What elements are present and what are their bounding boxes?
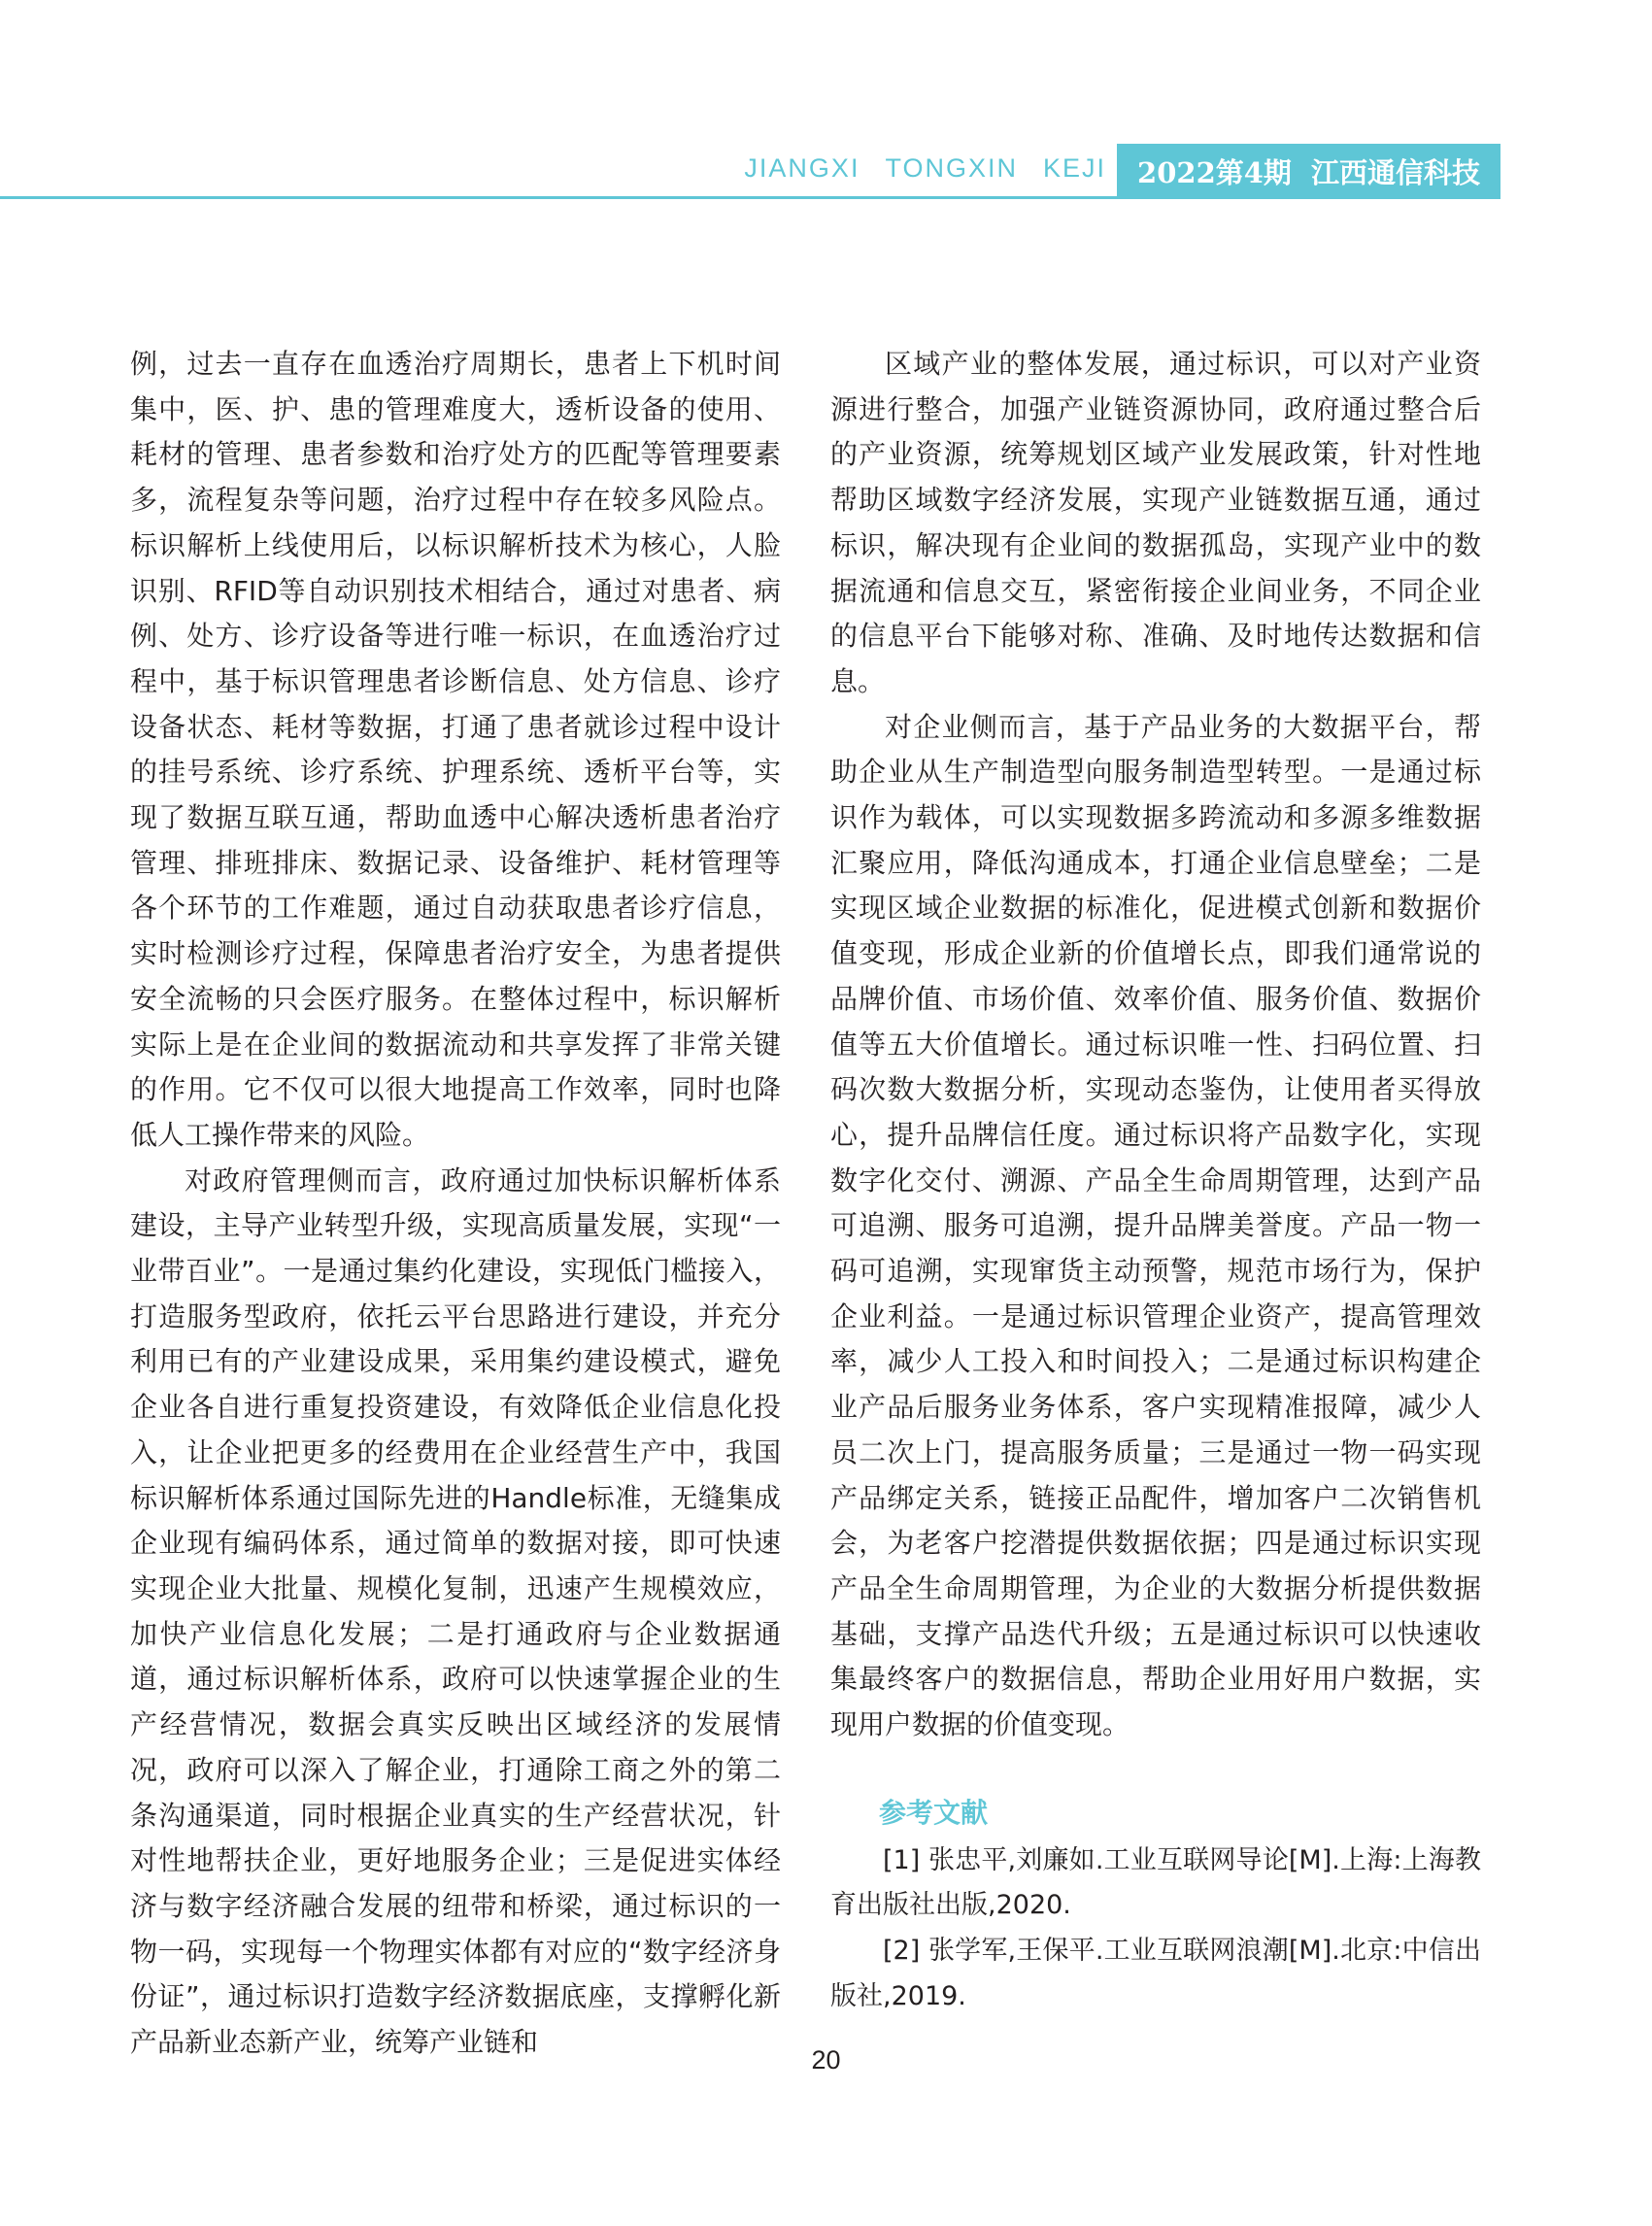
issue-label: 2022第4期 [1137,155,1292,189]
journal-name-english [719,153,1106,184]
left-column [130,342,781,2066]
right-column [830,342,1481,2019]
journal-name-chinese: 江西通信科技 [1310,155,1480,189]
journal-en-word: TONGXIN [885,153,1018,183]
reference-item: [1] 张忠平,刘廉如.工业互联网导论[M].上海:上海教育出版社出版,2020. [830,1844,1481,1921]
page-number: 20 [811,2045,841,2074]
references-heading: 参考文献 [879,1796,989,1829]
journal-en-word: JIANGXI [744,153,860,183]
paragraph: 例，过去一直存在血透治疗周期长，患者上下机时间集中，医、护、患的管理难度大，透析设备的使用、耗材的管理、患者参数和治疗处方的匹配等管理要素多，流程复杂等问题，治疗过程中存在较多风险点。标识解析上线使用后，以标识解析技术为核心，人脸识别、RFID等自动识别技术相结合，通过对患者、病例、处方、诊疗设备等进行唯一标识，在血透治疗过程中，基于标识管理患者诊断信息、处方信息、诊疗设备状态、耗材等数据，打通了患者就诊过程中设计的挂号系统、诊疗系统、护理系统、透析平台等，实现了数据互联互通，帮助血透中心解决透析患者治疗管理、排班排床、数据记录、设备维护、耗材管理等各个环节的工作难题，通过自动获取患者诊疗信息，实时检测诊疗过程，保障患者治疗安全，为患者提供安全流畅的只会医疗服务。在整体过程中，标识解析实际上是在企业间的数据流动和共享发挥了非常关键的作用。它不仅可以很大地提高工作效率，同时也降低人工操作带来的风险。 [130,348,781,1151]
reference-item: [2] 张学军,王保平.工业互联网浪潮[M].北京:中信出版社,2019. [830,1935,1481,2011]
issue-banner [1117,144,1500,198]
paragraph: 对政府管理侧而言，政府通过加快标识解析体系建设，主导产业转型升级，实现高质量发展，实现“一业带百业”。一是通过集约化建设，实现低门槛接入，打造服务型政府，依托云平台思路进行建设，并充分利用已有的产业建设成果，采用集约建设模式，避免企业各自进行重复投资建设，有效降低企业信息化投入，让企业把更多的经费用在企业经营生产中，我国标识解析体系通过国际先进的Handle标准，无缝集成企业现有编码体系，通过简单的数据对接，即可快速实现企业大批量、规模化复制，迅速产生规模效应，加快产业信息化发展；二是打通政府与企业数据通道，通过标识解析体系，政府可以快速掌握企业的生产经营情况，数据会真实反映出区域经济的发展情况，政府可以深入了解企业，打通除工商之外的第二条沟通渠道，同时根据企业真实的生产经营状况，针对性地帮扶企业，更好地服务企业；三是促进实体经济与数字经济融合发展的纽带和桥梁，通过标识的一物一码，实现每一个物理实体都有对应的“数字经济身份证”，通过标识打造数字经济数据底座，支撑孵化新产品新业态新产业，统筹产业链和 [130,1164,781,2059]
paragraph: 对企业侧而言，基于产品业务的大数据平台，帮助企业从生产制造型向服务制造型转型。一是通过标识作为载体，可以实现数据多跨流动和多源多维数据汇聚应用，降低沟通成本，打通企业信息壁垒；二是实现区域企业数据的标准化，促进模式创新和数据价值变现，形成企业新的价值增长点，即我们通常说的品牌价值、市场价值、效率价值、服务价值、数据价值等五大价值增长。通过标识唯一性、扫码位置、扫码次数大数据分析，实现动态鉴伪，让使用者买得放心，提升品牌信任度。通过标识将产品数字化，实现数字化交付、溯源、产品全生命周期管理，达到产品可追溯、服务可追溯，提升品牌美誉度。产品一物一码可追溯，实现窜货主动预警，规范市场行为，保护企业利益。一是通过标识管理企业资产，提高管理效率，减少人工投入和时间投入；二是通过标识构建企业产品后服务业务体系，客户实现精准报障，减少人员二次上门，提高服务质量；三是通过一物一码实现产品绑定关系，链接正品配件，增加客户二次销售机会，为老客户挖潜提供数据依据；四是通过标识实现产品全生命周期管理，为企业的大数据分析提供数据基础，支撑产品迭代升级；五是通过标识可以快速收集最终客户的数据信息，帮助企业用好用户数据，实现用户数据的价值变现。 [830,710,1481,1741]
paragraph: 区域产业的整体发展，通过标识，可以对产业资源进行整合，加强产业链资源协同，政府通过整合后的产业资源，统筹规划区域产业发展政策，针对性地帮助区域数字经济发展，实现产业链数据互通，通过标识，解决现有企业间的数据孤岛，实现产业中的数据流通和信息交互，紧密衔接企业间业务，不同企业的信息平台下能够对称、准确、及时地传达数据和信息。 [830,348,1481,697]
journal-en-word: KEJI [1042,153,1106,183]
